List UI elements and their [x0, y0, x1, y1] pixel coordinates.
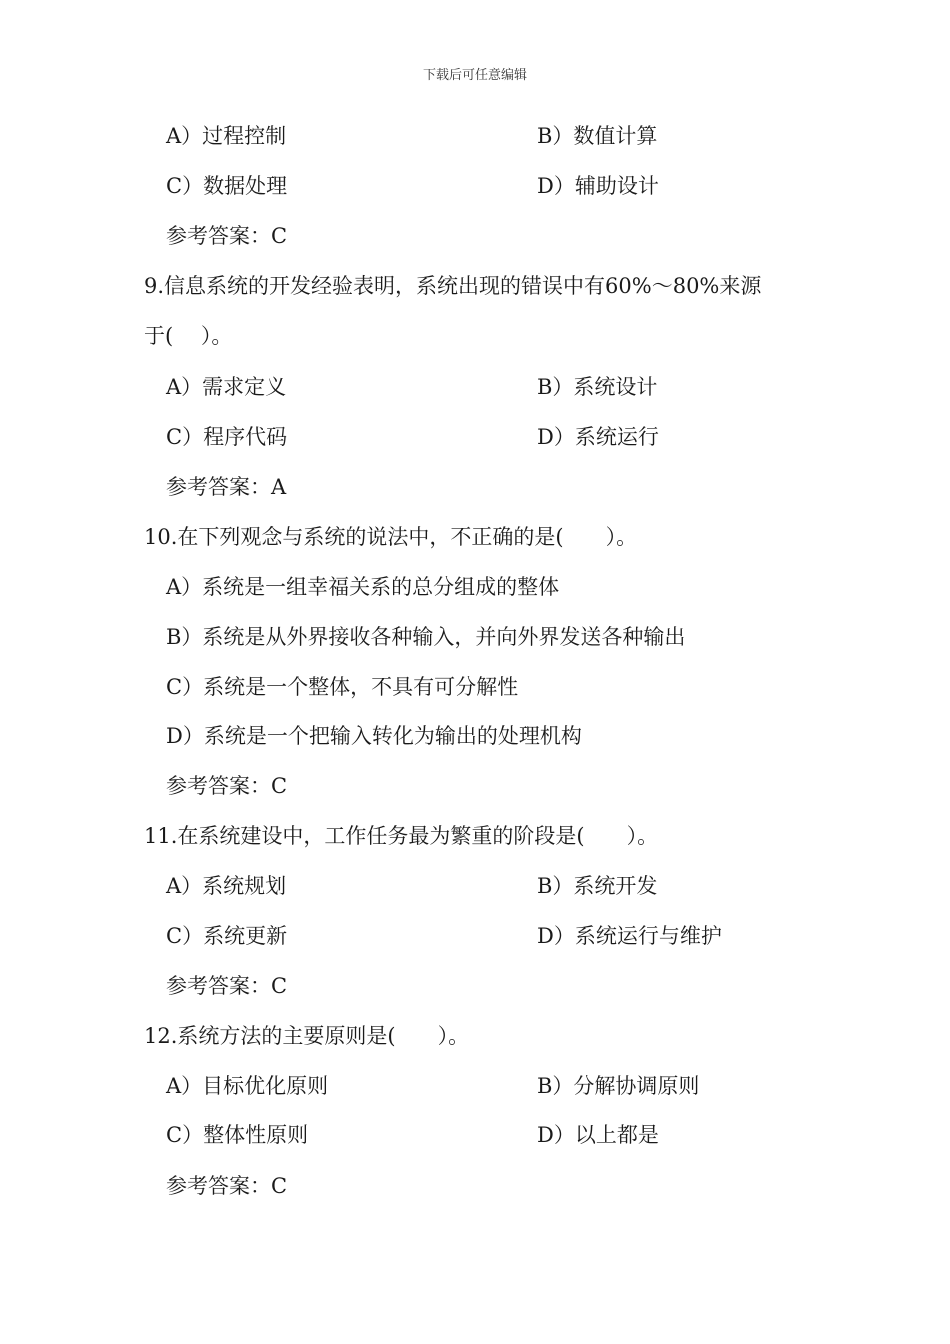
q12-answer: 参考答案：C [166, 1174, 288, 1198]
q8-option-b: B）数值计算 [537, 124, 658, 148]
q9-stem-line1: 9.信息系统的开发经验表明，系统出现的错误中有60%～80%来源 [144, 274, 762, 298]
q9-option-d: D）系统运行 [537, 425, 659, 449]
q10-answer: 参考答案：C [166, 774, 288, 798]
q9-option-c: C）程序代码 [166, 425, 288, 449]
q9-stem-line2: 于( ）。 [144, 324, 233, 348]
q11-answer: 参考答案：C [166, 974, 288, 998]
q11-option-c: C）系统更新 [166, 924, 288, 948]
q11-option-d: D）系统运行与维护 [537, 924, 722, 948]
q9-option-a: A）需求定义 [166, 375, 287, 399]
q11-option-a: A）系统规划 [166, 874, 287, 898]
q10-option-b: B）系统是从外界接收各种输入，并向外界发送各种输出 [166, 625, 686, 649]
q10-option-c: C）系统是一个整体，不具有可分解性 [166, 675, 519, 699]
q9-answer: 参考答案：A [166, 475, 287, 499]
q12-option-b: B）分解协调原则 [537, 1074, 700, 1098]
q8-answer: 参考答案：C [166, 224, 288, 248]
q10-option-d: D）系统是一个把输入转化为输出的处理机构 [166, 724, 582, 748]
q10-stem: 10.在下列观念与系统的说法中，不正确的是( ）。 [144, 525, 638, 549]
q12-option-c: C）整体性原则 [166, 1123, 309, 1147]
q11-option-b: B）系统开发 [537, 874, 658, 898]
page-header: 下载后可任意编辑 [422, 68, 527, 83]
q12-option-a: A）目标优化原则 [166, 1074, 329, 1098]
q11-stem: 11.在系统建设中，工作任务最为繁重的阶段是( ）。 [144, 824, 659, 848]
q8-option-d: D）辅助设计 [537, 174, 659, 198]
q12-option-d: D）以上都是 [537, 1123, 659, 1147]
q8-option-a: A）过程控制 [166, 124, 287, 148]
q10-option-a: A）系统是一组幸福关系的总分组成的整体 [166, 575, 560, 599]
q8-option-c: C）数据处理 [166, 174, 288, 198]
q9-option-b: B）系统设计 [537, 375, 658, 399]
q12-stem: 12.系统方法的主要原则是( ）。 [144, 1024, 470, 1048]
